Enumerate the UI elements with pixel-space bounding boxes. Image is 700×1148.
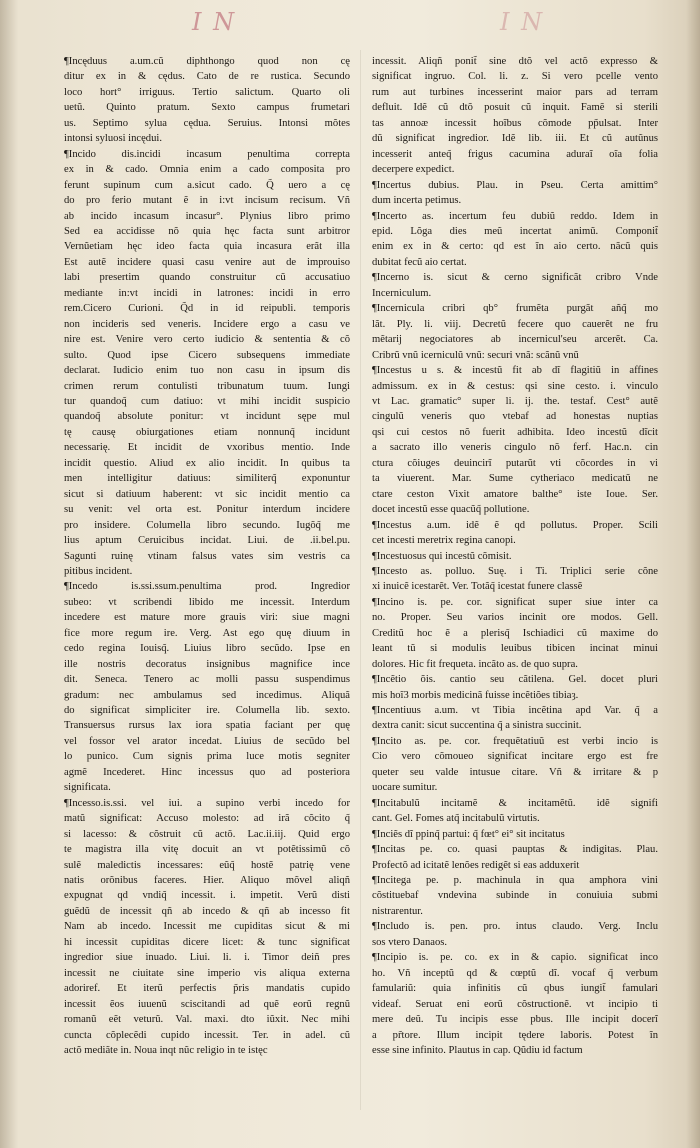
- text-line: incedere est mature more grauis viri: siue magni: [64, 612, 350, 624]
- text-line: ta viuerent. Mar. Sume cytheriaco medicatũ ne: [372, 473, 658, 485]
- text-line: quandoq̃ absolute ponitur: vt incidunt sępe mul: [64, 411, 350, 423]
- text-line: adoriref. Et iterũ perfectis p̃ris mandatis cupido: [64, 983, 350, 995]
- text-line: sulto. Quod ipse Cicero subsequens immediate: [64, 349, 350, 361]
- text-line: Creditũ hoc ẽ a plerisq̃ Ischiadici cũ maxime do: [372, 627, 658, 639]
- text-line: matũ significat: Accuso molesto: ad irã cõcito q̃: [64, 813, 350, 825]
- text-line: ctare ceston Vixit amatore balthe° iste Ioue. Ser.: [372, 488, 658, 500]
- text-line: cingulũ veneris quo vtebaf ad honestas nuptias: [372, 411, 658, 423]
- text-line: ¶Incęduus a.um.cũ diphthongo quod non cę: [64, 56, 350, 67]
- text-line: ¶Incestus u s. & incestũ fit ab dĩ flagitiũ in affines: [372, 365, 658, 377]
- text-line: leant tũ si modulis leuibus tibicen incinat minui: [372, 643, 658, 655]
- text-line: ingredior siue inuado. Liui. li. i. Timor deiñ pres: [64, 952, 350, 964]
- text-line: ex in & cado. Omnia enim a cado composita pro: [64, 164, 350, 176]
- text-line: ¶Incido dis.incidi incasum penultima correpta: [64, 148, 350, 160]
- text-line: ¶Incitabulũ incitamẽ & incitamẽtũ. idẽ signifi: [372, 797, 658, 809]
- text-line: lo punico. Cum signis prima luce motis segniter: [64, 751, 350, 763]
- text-line: cedo regina Iouisq̃. Liuius libro secũdo. Ipse en: [64, 643, 350, 655]
- text-line: mẽtarij negociatores ab incernicul'seu arcerẽt. Ca.: [372, 334, 658, 346]
- text-line: vt Lac. gramatic° super li. ij. the. testaf. Cest° autẽ: [372, 395, 658, 407]
- text-line: famulariũ: quia infinitis cũ qbus iungit̃ famulari: [372, 983, 658, 995]
- text-line: Sagunti ruinę vtinam falsus vates sim vestris ca: [64, 550, 350, 562]
- text-line: mere deũ. Tu incipis esse pbus. Ille incipit docerĩ: [372, 1014, 658, 1026]
- text-line: admissum. ex in & cestus: qsi sine cesto. i. vinculo: [372, 380, 658, 392]
- text-line: ctura cõiuges deuincirĩ putarũt vti cõcordes in vi: [372, 457, 658, 469]
- text-line: ho. Vñ inceptũ qd & cœptũ dĩ. vocaf q̃ verbum: [372, 967, 658, 979]
- text-line: ¶Incentiuus a.um. vt Tibia incẽtina apd Var. q̃ a: [372, 705, 658, 717]
- text-line: defluit. Idẽ cũ dtõ posuit cũ inquit. Famẽ si sterili: [372, 102, 658, 114]
- text-line: us. Septimo sylua cędua. Seruius. Intonsi mõtes: [64, 117, 350, 129]
- text-line: incidit questio. Aliud ex alio incidit. In quibus ta: [64, 457, 350, 469]
- text-line: ¶Incerno is. sicut & cerno significãt cribro Vnde: [372, 272, 658, 284]
- text-line: agmẽ Incederet. Hinc incessus quo ad posteriora: [64, 766, 350, 778]
- text-line: lãt. Ply. li. viij. Decretũ fecere quo cauerẽt ne fru: [372, 318, 658, 330]
- text-line: ditur ex in & cędus. Cato de re rustica. Secundo: [64, 71, 350, 83]
- text-line: lius aptum Ceruicibus incidat. Liui. de .ii.bel.pu.: [64, 535, 350, 547]
- text-line: ¶Incestus a.um. idẽ ẽ qd pollutus. Proper. Scili: [372, 519, 658, 531]
- text-line: ¶Incestuosus qui incestũ cõmisit.: [372, 550, 512, 562]
- text-line: a sacrato illo veneris cingulo nõ ferf. Hac.n. cin: [372, 442, 658, 454]
- text-line: tas annoæ incessit hoĩbus cõmode pp̃ulsat. Inter: [372, 117, 658, 129]
- text-line: dit. Seneca. Tenero ac molli passu suspendimus: [64, 674, 350, 686]
- text-line: men intelligitur datiuus: similiterq̃ exponuntur: [64, 473, 350, 485]
- text-line: dolores. Hic fit frequeta. incãto as. de quo supra.: [372, 658, 578, 670]
- text-line: loco hort° irriguus. Tertio salictum. Quarto oli: [64, 86, 350, 98]
- text-line: pro insidere. Columella libro secundo. Iugõq̃ me: [64, 519, 350, 531]
- text-line: ¶Incerto as. incertum feu dubiũ reddo. Idem in: [372, 210, 658, 222]
- folio-right: I N: [500, 8, 545, 36]
- text-line: ¶Incesso.is.ssi. vel iui. a supino verbi incedo for: [64, 797, 350, 809]
- text-line: fice more regum ire. Verg. Ast ego quę diuum in: [64, 627, 350, 639]
- text-line: nire est. Venire vero certo iudicio & sententia & cõ: [64, 334, 350, 346]
- text-line: ¶Incipio is. pe. co. ex in & capio. significat inco: [372, 952, 658, 964]
- text-line: rum aut turbines incesserint maior pars ad terram: [372, 86, 658, 98]
- text-line: si lacesso: & cõstruit cũ actõ. Lac.ii.iij. Quid ergo: [64, 828, 350, 840]
- text-line: cet incesti meretrix regina canopi.: [372, 535, 516, 547]
- text-line: dubitat fecũ aio certat.: [372, 256, 467, 268]
- text-line: significata.: [64, 782, 111, 794]
- text-line: sulẽ maledictis incessares: eũq̃ hostẽ patrię vene: [64, 859, 350, 871]
- text-line: queter seu valde intusue citare. Vñ & irritare & p: [372, 766, 658, 778]
- text-line: ¶Incertus dubius. Plau. in Pseu. Certa amittim°: [372, 179, 658, 191]
- text-line: Cribrũ vnũ icerniculũ vnũ: securi vnã: scãnũ vnũ: [372, 349, 579, 361]
- text-line: ¶Incino is. pe. cor. significat super siue inter ca: [372, 596, 658, 608]
- text-line: no. Proper. Seu varios incinit ore modos. Gell.: [372, 612, 658, 624]
- text-line: Transuersus rursus lax iora spatia faciant per quę: [64, 720, 350, 732]
- text-line: natis orõnibus faceres. Hier. Aliquo mõvel aliqñ: [64, 875, 350, 887]
- text-line: uetũ. Quinto pratum. Sexto campus frumetari: [64, 102, 350, 114]
- text-line: labi presertim quando construitur cũ accusatiuo: [64, 272, 350, 284]
- text-line: qsi cui cestos nõ fuerit adhibita. Ideo incestũ dĩcit: [372, 426, 658, 438]
- text-line: nistrarentur.: [372, 905, 423, 917]
- text-line: mis hoĩ3 morbis medicinã fuisse incẽtiões tibiaȝ.: [372, 689, 579, 701]
- text-line: rem.Cicero Curioni. Q̃d in id reipubli. temporis: [64, 303, 350, 315]
- text-line: ¶Incito as. pe. cor. frequẽtatiuũ est verbi incio is: [372, 735, 658, 747]
- text-line: vel fossor vel arator incedat. Liuius de secũdo bel: [64, 735, 350, 747]
- text-line: tur quandoq̃ cum datiuo: vt mihi incidit suspicio: [64, 395, 350, 407]
- text-column-left: [64, 54, 350, 1058]
- text-line: incesserit anteq̃ frigus cacumina aduraĩ oĩa folia: [372, 148, 658, 160]
- text-line: declarat. Iudicio enim tuo non casu in ipsum dis: [64, 365, 350, 377]
- text-column-right: [372, 54, 658, 1058]
- text-line: epid. Lõga dies meũ incertat animũ. Componit̃: [372, 225, 658, 237]
- text-line: xi inuicẽ icestarẽt. Ver. Totãq̃ icestat funere classẽ: [372, 581, 583, 593]
- text-line: guẽdũ de incessit qñ ab incedo & qñ ab incesso fit: [64, 905, 350, 917]
- text-line: ¶Incitas pe. co. quasi pauptas & indigitas. Plau.: [372, 844, 658, 856]
- text-line: Nam ab incedo. Incessit me cupiditas sicut & mi: [64, 921, 350, 933]
- text-line: ¶Incitega pe. p. machinula in qua amphora vini: [372, 875, 658, 887]
- text-line: do pro ferio mutant ẽ in i:vt incisum recisum. Vñ: [64, 195, 350, 207]
- text-line: dũ significat ingredior. Idẽ lib. iii. Et cũ autũnus: [372, 133, 658, 145]
- page-edge: [686, 0, 700, 1148]
- text-line: Incerniculum.: [372, 287, 432, 299]
- text-line: ¶Incẽtio õis. cantio seu cãtilena. Gel. docet pluri: [372, 674, 658, 686]
- text-line: pitibus incident.: [64, 565, 133, 577]
- text-line: docet incestũ esse quacũq̃ pollutione.: [372, 504, 530, 516]
- text-line: Vernũetiam hęc ideo facta quia incasura erãt illa: [64, 241, 350, 253]
- text-line: non incideris sed veneris. Incidere ergo a casu ve: [64, 318, 350, 330]
- text-line: mediante in:vt incidi in latrones: incidi in erro: [64, 287, 350, 299]
- text-line: ab incido incasum incasur°. Plynius libro primo: [64, 210, 350, 222]
- text-line: videaf. Seruat eni eorũ cõstructionẽ. vt incipio ti: [372, 998, 658, 1010]
- text-line: ¶Inciẽs dĩ ppinq̃ partui: q̃ fœt° ei° sit incitatus: [372, 828, 565, 840]
- text-line: tę causę obiurgationes etiam nonnunq̃ incidunt: [64, 426, 350, 438]
- text-line: su venit: vel orta est. Ponitur interdum incidere: [64, 504, 350, 516]
- text-line: intonsi syluosi incędui.: [64, 133, 162, 145]
- text-line: incessit ne ciuitate sine imperio vis aliqua externa: [64, 967, 350, 979]
- text-line: te magistra illa vitę docuit an vt potẽtissimũ cõ: [64, 844, 350, 856]
- text-line: cõstituebaf vndevina subinde in conuiuia submi: [372, 890, 658, 902]
- text-line: necessarię. Et incidit de vxoribus mentio. Inde: [64, 442, 350, 454]
- text-line: expugnat qd vndiq̃ incessit. i. impetit. Verũ disti: [64, 890, 350, 902]
- text-line: a pr̃tore. Illum incipit tędere laboris. Potest ĩn: [372, 1029, 658, 1041]
- text-line: actõ mediãte in. Noua inqt nũc religio in te istęc: [64, 1045, 268, 1056]
- text-line: dum incerta petimus.: [372, 195, 462, 207]
- folio-left: I N: [192, 8, 237, 36]
- column-gutter: [360, 50, 361, 1110]
- text-line: cuncta cõplecẽdi cupido incessit. Ter. in adel. cũ: [64, 1029, 350, 1041]
- text-line: incessit ẽos iuuenũ sciscitandi ad quẽ eorũ regnũ: [64, 998, 350, 1010]
- text-line: ille nostris decoratus insignibus magnifice ince: [64, 658, 350, 670]
- text-line: dextra canit: sicut succentina q̃ a sinistra succinit.: [372, 720, 582, 732]
- text-line: Est autẽ incidere quasi casu venire aut de improuiso: [64, 256, 350, 268]
- text-line: subeo: vt scribendi libido me incessit. Interdum: [64, 596, 350, 608]
- text-line: ¶Incesto as. polluo. Suę. i Ti. Triplici serie cõne: [372, 565, 658, 577]
- text-line: gradum: nec ambulamus sed incedimus. Aliquã: [64, 689, 350, 701]
- text-line: incessit. Aliqñ ponit̃ sine dtõ vel actõ expresso &: [372, 56, 658, 67]
- text-line: Sed ea accidisse nõ quia hęc facta sunt arbitror: [64, 225, 350, 237]
- text-line: crimen rerum contulisti tribunatum tuum. Iungi: [64, 380, 350, 392]
- text-line: ferunt supinum cum a.sicut cado. Q̃ uero a cę: [64, 179, 350, 191]
- text-line: ¶Incedo is.ssi.ssum.penultima prod. Ingredior: [64, 581, 350, 593]
- text-line: Profectõ ad icitatẽ lenões redigẽt si eas adduxerit: [372, 859, 580, 871]
- text-line: do significat simpliciter ire. Columella lib. sexto.: [64, 705, 350, 717]
- text-line: Cio vero cõmoueo significat incitare ergo est fre: [372, 751, 658, 763]
- text-line: ¶Includo is. pen. pro. intus claudo. Verg. Inclu: [372, 921, 658, 933]
- text-line: hi incessit cupiditas dicere licet: & tunc significat: [64, 936, 350, 948]
- text-line: romanũ eẽt veturũ. Val. maxi. dto iũxit. Nec mihi: [64, 1014, 350, 1026]
- text-line: cant. Gel. Fomes atq̃ incitabulũ virtutis.: [372, 813, 540, 825]
- text-line: sos vtero Danaos.: [372, 936, 448, 948]
- binding-shadow: [0, 0, 18, 1148]
- text-line: decerpere expedict.: [372, 164, 455, 176]
- text-line: esse sine infinito. Plautus in cap. Qũdiu id factum: [372, 1045, 583, 1056]
- text-line: enim ex in & certo: qd est ĩn aio certo. nãcũ quis: [372, 241, 658, 253]
- text-line: uocare sumitur.: [372, 782, 438, 794]
- text-line: significat ingruo. Col. li. z. Si vero pcelle vento: [372, 71, 658, 83]
- text-line: ¶Incernicula cribri qb° frumẽta purgãt añq̃ mo: [372, 303, 658, 315]
- text-line: sicut si datiuum haberent: vt sic incidit mentio ca: [64, 488, 350, 500]
